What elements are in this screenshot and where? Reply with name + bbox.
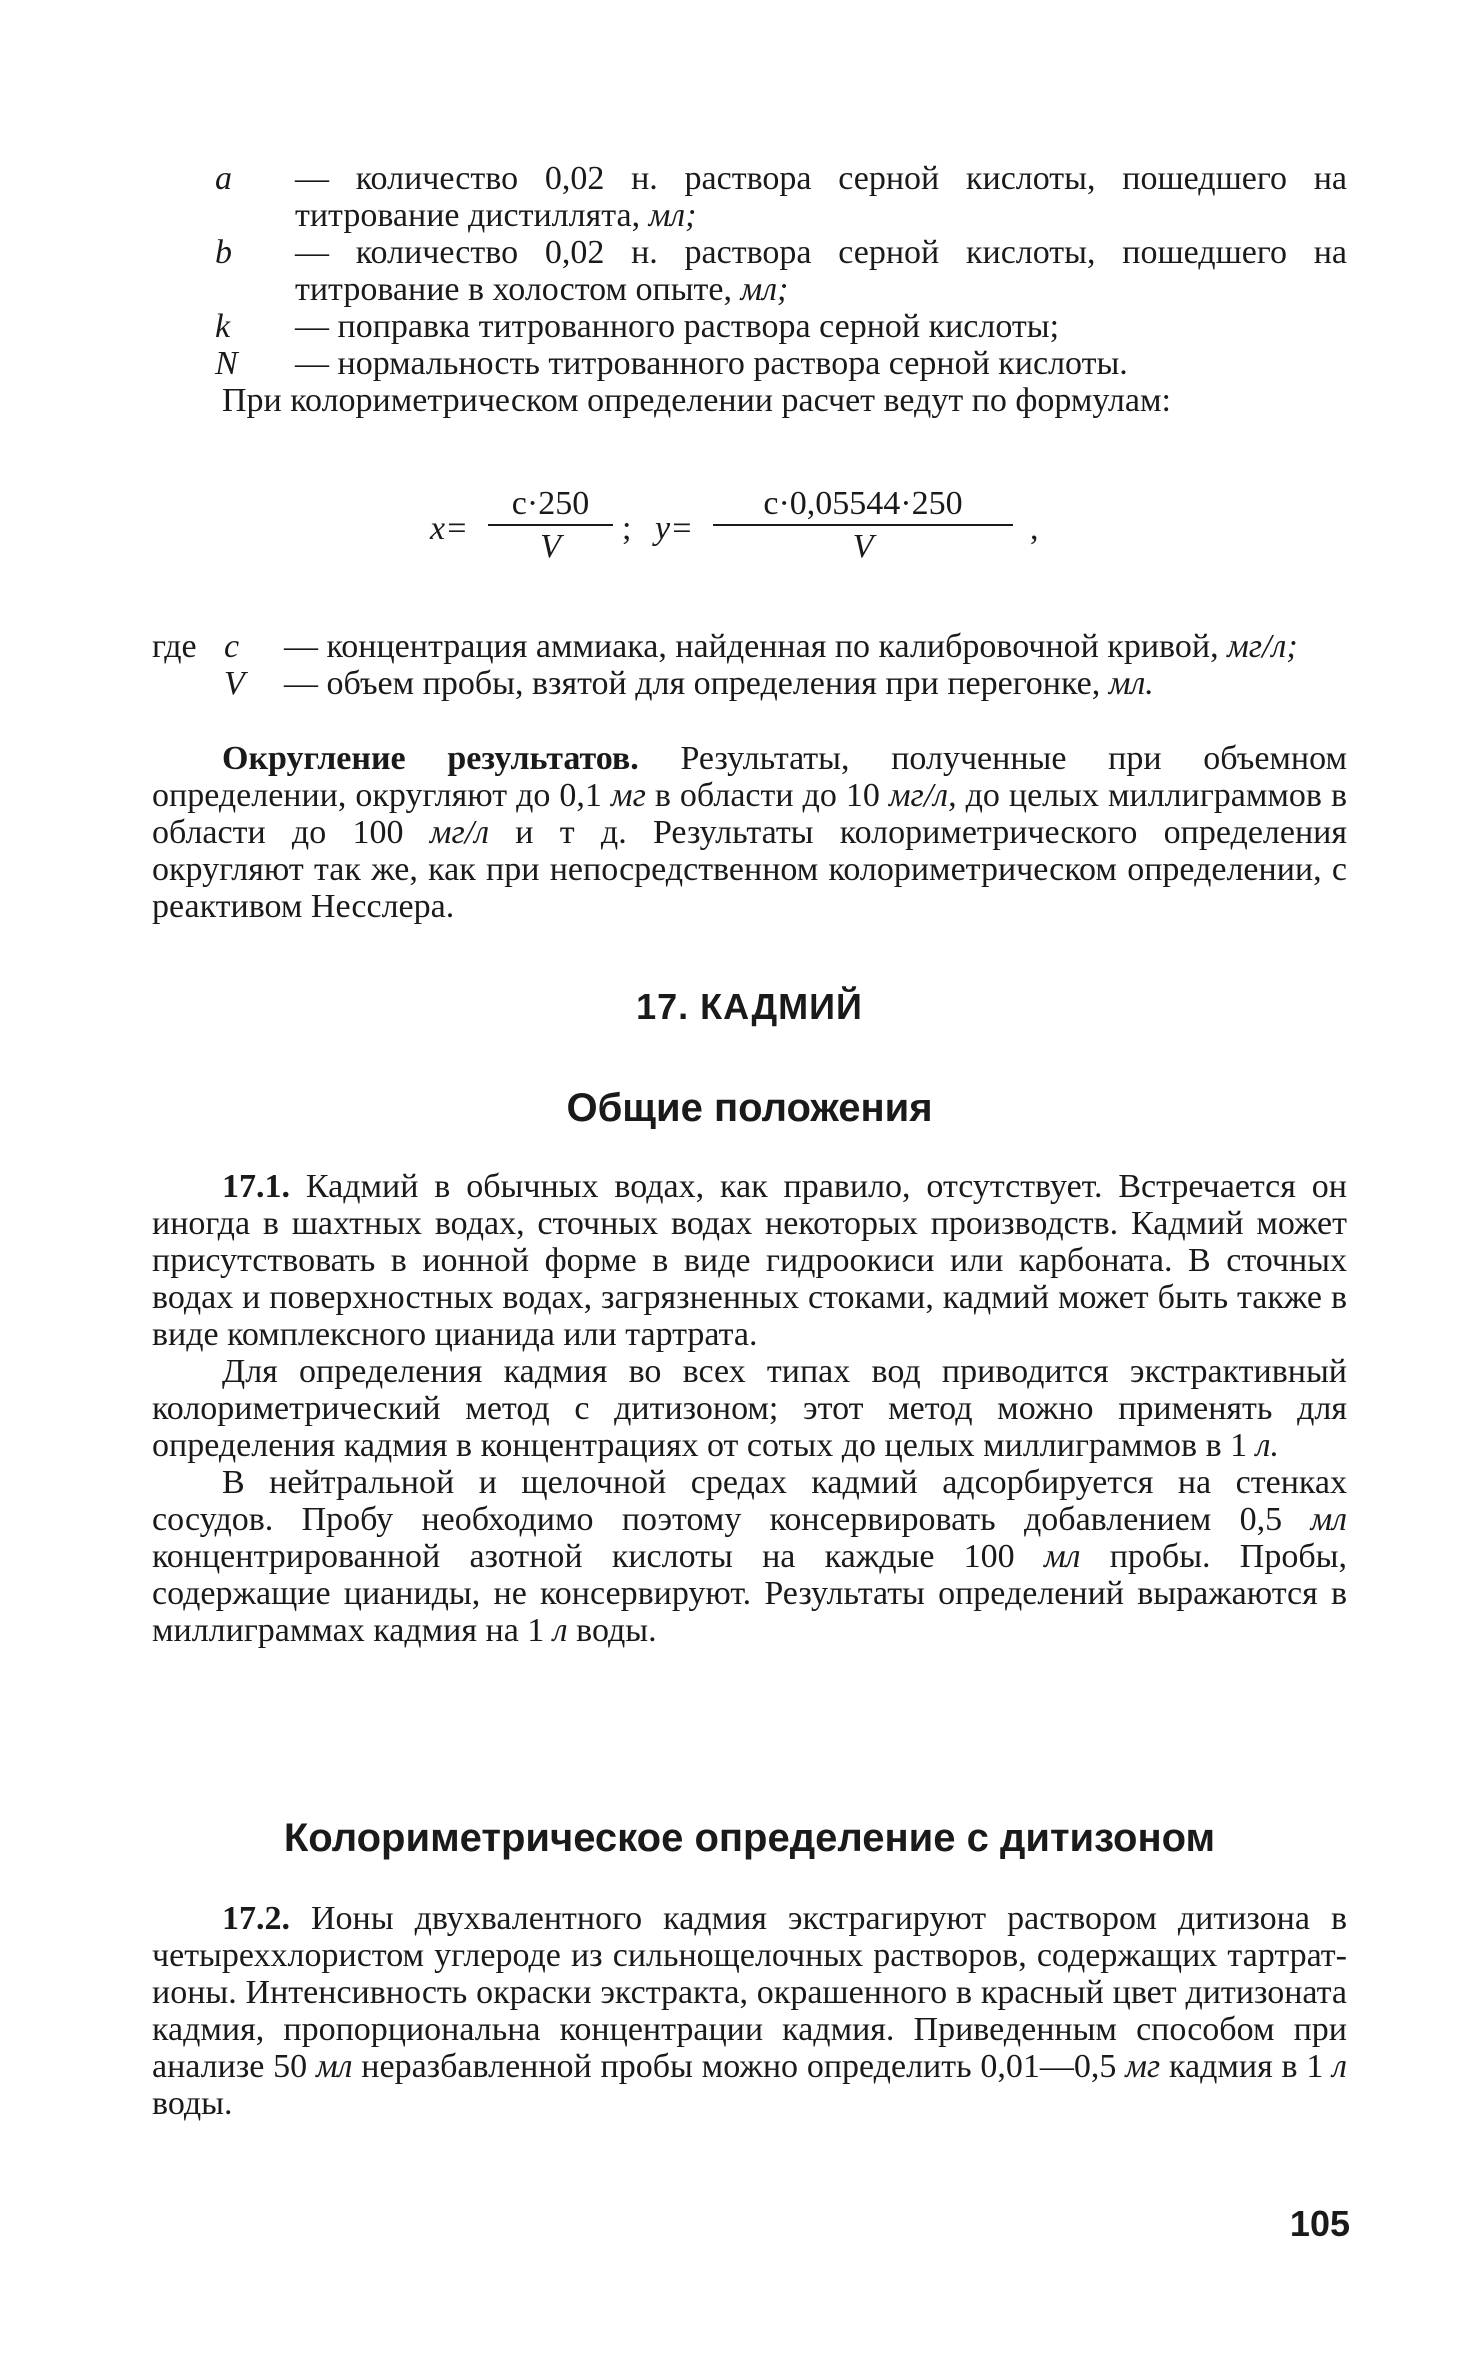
definition-symbol: k xyxy=(215,308,231,345)
p172-text-3: кадмия в 1 xyxy=(1160,2048,1333,2085)
paragraph-17-2 xyxy=(152,1900,1347,2122)
definition-b xyxy=(215,234,1347,308)
section-title: 17. КАДМИЙ xyxy=(636,986,863,1027)
neutral-text-1: В нейтральной и щелочной средах кадмий адсорбируется на стенках сосудов. Пробу необходимо поэтому консервировать добавлением 0,5 xyxy=(152,1464,1347,1538)
where-v xyxy=(152,665,1347,702)
rounding-text-3: до целых миллиграммов в области до 100 xyxy=(152,777,1347,851)
formula-y-denominator: V xyxy=(852,528,874,565)
neutral-text-2: концентрированной азотной кислоты на каждые 100 xyxy=(152,1538,1044,1575)
formula-x-numerator: c·250 xyxy=(488,485,613,526)
definition-symbol: a xyxy=(215,160,232,197)
definition-text: — нормальность титрованного раствора серной кислоты. xyxy=(295,345,1128,382)
neutral-unit-2: мл xyxy=(1043,1538,1081,1575)
paragraph-number: 17.1. xyxy=(222,1168,290,1205)
p172-text-2: неразбавленной пробы можно определить 0,01—0,5 xyxy=(352,2048,1126,2085)
formula-y-lhs: y= xyxy=(655,510,694,547)
where-v-unit: мл. xyxy=(1108,665,1154,702)
definition-symbol: N xyxy=(215,345,238,382)
definition-a xyxy=(215,160,1347,234)
formula-y-fraction xyxy=(713,485,1013,565)
method-paragraph xyxy=(152,1353,1347,1464)
rounding-text-4: и т д. Результаты колориметрического определения округляют так же, как при непосредственном колориметрическом определении, с реактивом Несслера. xyxy=(152,814,1347,925)
neutral-unit-1: мл xyxy=(1310,1501,1347,1538)
where-c xyxy=(152,628,1347,665)
formula-x-fraction xyxy=(488,485,613,565)
definition-k xyxy=(215,308,1347,345)
definition-text: — количество 0,02 н. раствора серной кислоты, пошедшего на титрование в холостом опыте, xyxy=(295,234,1347,308)
neutral-unit-3: л xyxy=(552,1612,568,1649)
method-text: Для определения кадмия во всех типах вод приводится экстрактивный колориметрический метод с дитизоном; этот метод можно применять для определения кадмия в концентрациях от сотых до целых миллиграммов в 1 xyxy=(152,1353,1347,1464)
definition-symbol: b xyxy=(215,234,232,271)
colorimetric-heading: Колориметрическое определение с дитизоном xyxy=(283,1816,1216,1860)
formula-x-lhs: x= xyxy=(430,510,469,547)
formula-y-numerator: c·0,05544·250 xyxy=(713,485,1013,526)
p172-unit-1: мл xyxy=(315,2048,353,2085)
paragraph-text: Кадмий в обычных водах, как правило, отсутствует. Встречается он иногда в шахтных водах, сточных водах некоторых производств. Кадмий может присутствовать в ионной форме в виде гидроокиси или карбоната. В сточных водах и поверхностных водах, загрязненных стоками, кадмий может быть также в виде комплексного цианида или тартрата. xyxy=(152,1168,1347,1353)
definitions-list xyxy=(215,160,1347,382)
definition-text: — количество 0,02 н. раствора серной кислоты, пошедшего на титрование дистиллята, xyxy=(295,160,1347,234)
definition-text: — поправка титрованного раствора серной кислоты; xyxy=(295,308,1060,345)
general-heading: Общие положения xyxy=(566,1086,933,1130)
rounding-unit-1: мг xyxy=(610,777,646,814)
p172-unit-3: л xyxy=(1332,2048,1347,2085)
rounding-unit-3: мг/л xyxy=(429,814,490,851)
rounding-unit-2: мг/л, xyxy=(888,777,957,814)
rounding-text-1: Результаты, полученные при объемном определении, округляют до 0,1 xyxy=(152,740,1347,814)
formula-separator: ; xyxy=(622,510,632,547)
formula-x-denominator: V xyxy=(540,528,561,565)
rounding-paragraph xyxy=(152,740,1347,925)
neutral-text-4: воды. xyxy=(567,1612,657,1649)
paragraph-number: 17.2. xyxy=(222,1900,290,1937)
method-unit: л. xyxy=(1255,1427,1279,1464)
p172-text-1: Ионы двухвалентного кадмия экстрагируют раствором дитизона в четыреххлористом углероде из сильнощелочных растворов, содержащих тартрат-ионы. Интенсивность окраски экстракта, окрашенного в красный цвет дитизоната кадмия, пропорциональна концентрации кадмия. Приведенным способом при анализе 50 xyxy=(152,1900,1347,2085)
p172-unit-2: мг xyxy=(1125,2048,1161,2085)
neutral-paragraph xyxy=(152,1464,1347,1649)
p172-text-4: воды. xyxy=(152,2085,233,2122)
page-number: 105 xyxy=(1289,2203,1350,2244)
where-c-symbol: c xyxy=(224,628,240,665)
where-v-text: — объем пробы, взятой для определения при перегонке, xyxy=(284,665,1101,702)
paragraph-17-1 xyxy=(152,1168,1347,1649)
formula xyxy=(430,480,1050,580)
where-block xyxy=(152,628,1347,702)
definition-n xyxy=(215,345,1347,382)
where-v-symbol: V xyxy=(224,665,245,702)
rounding-text-2: в области до 10 xyxy=(645,777,889,814)
formula-intro xyxy=(152,382,1347,419)
neutral-text-3: пробы. Пробы, содержащие цианиды, не консервируют. Результаты определений выражаются в миллиграммах кадмия на 1 xyxy=(152,1538,1347,1649)
rounding-title: Округление результатов. xyxy=(222,740,639,777)
where-lead: где xyxy=(152,628,197,665)
where-c-unit: мг/л; xyxy=(1227,628,1298,665)
definition-unit: мл; xyxy=(740,271,789,308)
definition-unit: мл; xyxy=(648,197,697,234)
formula-intro-text: При колориметрическом определении расчет ведут по формулам: xyxy=(222,382,1171,419)
formula-end: , xyxy=(1030,510,1039,547)
where-c-text: — концентрация аммиака, найденная по калибровочной кривой, xyxy=(284,628,1219,665)
